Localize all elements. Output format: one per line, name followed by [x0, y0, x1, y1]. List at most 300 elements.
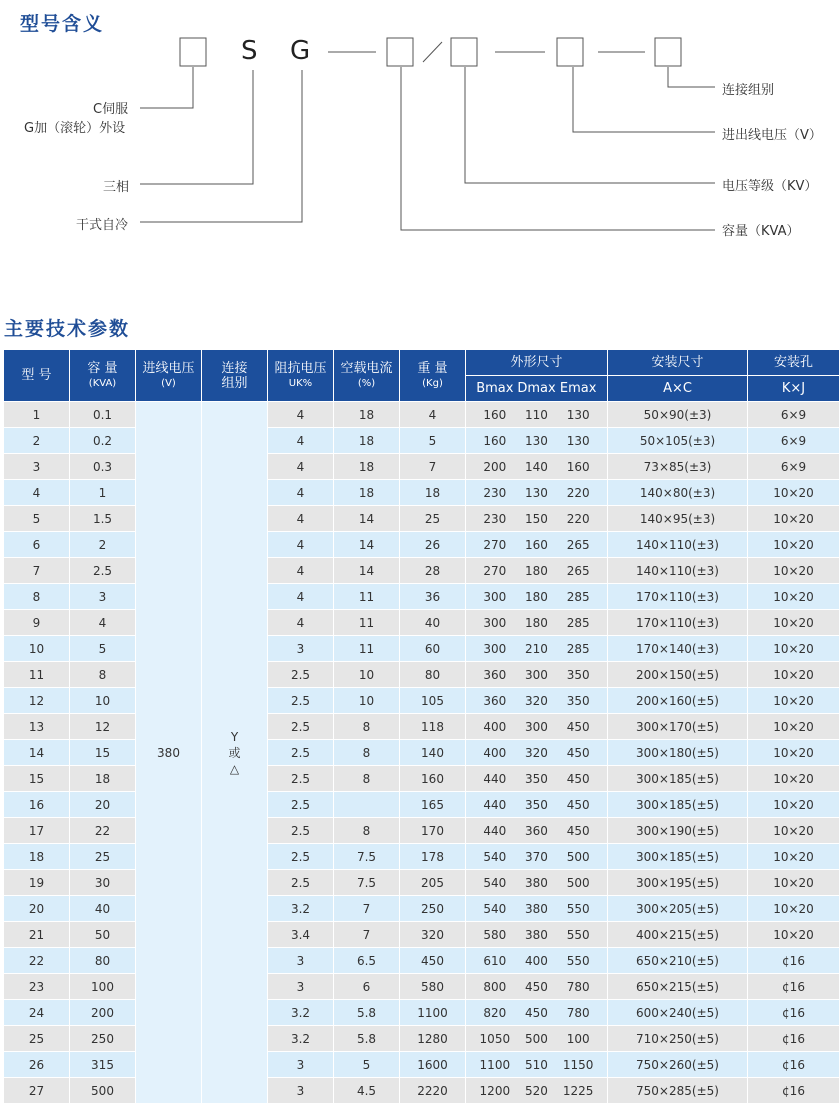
cell-emax: 450: [566, 745, 590, 760]
cell-bmax: 440: [483, 771, 507, 786]
cell-impedance: 3: [268, 974, 334, 1000]
cell-noload: [334, 792, 400, 818]
cell-install-hole: ¢16: [748, 1052, 840, 1078]
cell-model: 17: [4, 818, 70, 844]
cell-dmax: 210: [525, 641, 548, 656]
table-row: [4, 766, 840, 792]
cell-impedance: 4: [268, 610, 334, 636]
th-noload: 空载电流 (%): [334, 350, 400, 402]
cell-impedance: 2.5: [268, 818, 334, 844]
cell-capacity: 40: [70, 896, 136, 922]
cell-weight: 5: [400, 428, 466, 454]
cell-outline-dims: [466, 428, 608, 454]
cell-impedance: 3: [268, 1052, 334, 1078]
cell-outline-dims: [466, 1078, 608, 1104]
cell-bmax: 800: [483, 979, 507, 994]
cell-noload: 8: [334, 818, 400, 844]
cell-install-hole: 10×20: [748, 792, 840, 818]
cell-weight: 28: [400, 558, 466, 584]
table-row: [4, 428, 840, 454]
cell-bmax: 1200: [479, 1083, 511, 1098]
cell-impedance: 2.5: [268, 870, 334, 896]
cell-install-size: 300×185(±5): [608, 792, 748, 818]
label-g-roller: G加（滚轮）外设: [24, 121, 126, 136]
cell-install-size: 50×105(±3): [608, 428, 748, 454]
cell-capacity: 2.5: [70, 558, 136, 584]
cell-impedance: 2.5: [268, 662, 334, 688]
table-row: [4, 818, 840, 844]
cell-impedance: 4: [268, 584, 334, 610]
cell-model: 9: [4, 610, 70, 636]
cell-model: 1: [4, 402, 70, 428]
cell-model: 25: [4, 1026, 70, 1052]
cell-install-size: 400×215(±5): [608, 922, 748, 948]
cell-bmax: 540: [483, 875, 507, 890]
connection-symbol-3: △: [229, 761, 240, 776]
cell-dmax: 510: [525, 1057, 548, 1072]
cell-outline-dims: [466, 532, 608, 558]
cell-weight: 2220: [400, 1078, 466, 1104]
label-three-phase: 三相: [103, 180, 130, 195]
cell-install-hole: 10×20: [748, 688, 840, 714]
cell-weight: 450: [400, 948, 466, 974]
cell-emax: 220: [566, 511, 590, 526]
code-letter-s: S: [241, 36, 258, 66]
cell-impedance: 3.2: [268, 1000, 334, 1026]
table-row: [4, 662, 840, 688]
cell-dmax: 400: [525, 953, 548, 968]
cell-dmax: 500: [525, 1031, 548, 1046]
cell-capacity: 5: [70, 636, 136, 662]
cell-impedance: 3.4: [268, 922, 334, 948]
cell-install-hole: 10×20: [748, 896, 840, 922]
cell-outline-dims: [466, 558, 608, 584]
cell-install-size: 750×260(±5): [608, 1052, 748, 1078]
cell-model: 4: [4, 480, 70, 506]
th-model: 型 号: [4, 350, 70, 402]
cell-impedance: 3.2: [268, 1026, 334, 1052]
cell-noload: 6: [334, 974, 400, 1000]
cell-outline-dims: [466, 896, 608, 922]
cell-dmax: 180: [525, 615, 548, 630]
cell-weight: 580: [400, 974, 466, 1000]
cell-emax: 220: [566, 485, 590, 500]
cell-outline-dims: [466, 740, 608, 766]
cell-emax: 285: [566, 589, 590, 604]
cell-install-hole: ¢16: [748, 1000, 840, 1026]
cell-emax: 265: [566, 563, 590, 578]
cell-noload: 14: [334, 506, 400, 532]
cell-capacity: 8: [70, 662, 136, 688]
cell-model: 21: [4, 922, 70, 948]
table-row: [4, 402, 840, 428]
table-row: [4, 974, 840, 1000]
cell-outline-dims: [466, 1052, 608, 1078]
cell-outline-dims: [466, 792, 608, 818]
cell-noload: 5: [334, 1052, 400, 1078]
cell-outline-dims: [466, 766, 608, 792]
cell-bmax: 440: [483, 797, 507, 812]
cell-weight: 1100: [400, 1000, 466, 1026]
cell-bmax: 400: [483, 745, 507, 760]
cell-weight: 18: [400, 480, 466, 506]
cell-outline-dims: [466, 402, 608, 428]
cell-install-hole: 10×20: [748, 818, 840, 844]
cell-model: 24: [4, 1000, 70, 1026]
cell-capacity: 2: [70, 532, 136, 558]
cell-impedance: 4: [268, 480, 334, 506]
slash: [423, 42, 442, 62]
th-weight: 重 量 (Kg): [400, 350, 466, 402]
cell-model: 23: [4, 974, 70, 1000]
cell-bmax: 300: [483, 615, 507, 630]
label-io-voltage: 进出线电压（V）: [722, 128, 822, 143]
cell-noload: 11: [334, 584, 400, 610]
cell-impedance: 3.2: [268, 896, 334, 922]
cell-weight: 36: [400, 584, 466, 610]
cell-bmax: 270: [483, 563, 507, 578]
cell-dmax: 380: [525, 901, 548, 916]
cell-capacity: 100: [70, 974, 136, 1000]
cell-weight: 118: [400, 714, 466, 740]
cell-model: 3: [4, 454, 70, 480]
cell-impedance: 2.5: [268, 766, 334, 792]
th-impedance: 阻抗电压 UK%: [268, 350, 334, 402]
th-install-size: 安装尺寸: [608, 350, 748, 376]
cell-emax: 450: [566, 771, 590, 786]
table-row: [4, 870, 840, 896]
cell-model: 14: [4, 740, 70, 766]
table-row: [4, 1052, 840, 1078]
table-row: [4, 688, 840, 714]
cell-capacity: 200: [70, 1000, 136, 1026]
cell-noload: 7.5: [334, 870, 400, 896]
cell-weight: 60: [400, 636, 466, 662]
cell-dmax: 450: [525, 979, 548, 994]
model-code-diagram: [0, 0, 840, 300]
th-capacity: 容 量 (KVA): [70, 350, 136, 402]
cell-noload: 10: [334, 662, 400, 688]
cell-outline-dims: [466, 714, 608, 740]
table-row: [4, 844, 840, 870]
cell-bmax: 200: [483, 459, 507, 474]
cell-install-hole: 10×20: [748, 532, 840, 558]
cell-dmax: 110: [525, 407, 548, 422]
cell-capacity: 15: [70, 740, 136, 766]
cell-outline-dims: [466, 1000, 608, 1026]
table-row: [4, 506, 840, 532]
cell-model: 12: [4, 688, 70, 714]
cell-install-size: 300×195(±5): [608, 870, 748, 896]
cell-noload: 10: [334, 688, 400, 714]
label-c-servo: C伺服: [93, 102, 129, 117]
cell-emax: 265: [566, 537, 590, 552]
th-install-hole: 安装孔: [748, 350, 840, 376]
cell-install-hole: 10×20: [748, 922, 840, 948]
code-box-1: [180, 38, 206, 66]
cell-dmax: 380: [525, 875, 548, 890]
cell-impedance: 4: [268, 558, 334, 584]
cell-emax: 550: [566, 901, 590, 916]
cell-outline-dims: [466, 1026, 608, 1052]
cell-outline-dims: [466, 454, 608, 480]
cell-bmax: 580: [483, 927, 507, 942]
label-dry-self-cool: 干式自冷: [76, 218, 129, 233]
cell-install-size: 50×90(±3): [608, 402, 748, 428]
label-connection-group: 连接组别: [722, 83, 775, 98]
cell-bmax: 1050: [479, 1031, 511, 1046]
cell-weight: 105: [400, 688, 466, 714]
cell-bmax: 360: [483, 667, 507, 682]
cell-weight: 1600: [400, 1052, 466, 1078]
leader-dry: [140, 70, 302, 222]
cell-impedance: 2.5: [268, 740, 334, 766]
cell-install-hole: 10×20: [748, 714, 840, 740]
table-row: [4, 610, 840, 636]
code-box-2: [387, 38, 413, 66]
cell-capacity: 12: [70, 714, 136, 740]
cell-impedance: 3: [268, 1078, 334, 1104]
cell-noload: 7: [334, 922, 400, 948]
cell-bmax: 820: [483, 1005, 507, 1020]
cell-impedance: 4: [268, 506, 334, 532]
cell-emax: 100: [566, 1031, 590, 1046]
table-row: [4, 1000, 840, 1026]
cell-impedance: 4: [268, 402, 334, 428]
cell-weight: 1280: [400, 1026, 466, 1052]
code-box-3: [451, 38, 477, 66]
cell-model: 5: [4, 506, 70, 532]
cell-install-size: 140×80(±3): [608, 480, 748, 506]
cell-dmax: 150: [525, 511, 548, 526]
cell-emax: 130: [566, 433, 590, 448]
cell-dmax: 450: [525, 1005, 548, 1020]
code-letter-g: G: [290, 36, 311, 66]
cell-noload: 8: [334, 714, 400, 740]
cell-model: 13: [4, 714, 70, 740]
cell-emax: 500: [566, 875, 590, 890]
cell-install-size: 73×85(±3): [608, 454, 748, 480]
cell-emax: 160: [566, 459, 590, 474]
connection-symbol-1: Y: [230, 729, 239, 744]
table-row: [4, 558, 840, 584]
cell-weight: 170: [400, 818, 466, 844]
cell-dmax: 130: [525, 485, 548, 500]
cell-emax: 550: [566, 953, 590, 968]
cell-bmax: 160: [483, 433, 507, 448]
cell-bmax: 300: [483, 589, 507, 604]
code-box-4: [557, 38, 583, 66]
table-row: [4, 1026, 840, 1052]
cell-outline-dims: [466, 610, 608, 636]
cell-noload: 14: [334, 558, 400, 584]
cell-impedance: 2.5: [268, 792, 334, 818]
cell-install-hole: 10×20: [748, 636, 840, 662]
cell-dmax: 300: [525, 719, 548, 734]
table-row: [4, 454, 840, 480]
cell-weight: 160: [400, 766, 466, 792]
cell-outline-dims: [466, 688, 608, 714]
cell-model: 2: [4, 428, 70, 454]
cell-weight: 205: [400, 870, 466, 896]
cell-dmax: 370: [525, 849, 548, 864]
table-row: [4, 896, 840, 922]
cell-install-size: 600×240(±5): [608, 1000, 748, 1026]
cell-dmax: 180: [525, 589, 548, 604]
cell-outline-dims: [466, 844, 608, 870]
cell-install-size: 140×110(±3): [608, 532, 748, 558]
cell-model: 6: [4, 532, 70, 558]
cell-install-hole: 6×9: [748, 454, 840, 480]
cell-model: 27: [4, 1078, 70, 1104]
cell-noload: 18: [334, 402, 400, 428]
table-row: [4, 584, 840, 610]
cell-capacity: 3: [70, 584, 136, 610]
cell-impedance: 4: [268, 454, 334, 480]
label-capacity: 容量（KVA）: [722, 224, 800, 239]
cell-emax: 350: [566, 693, 590, 708]
cell-capacity: 1: [70, 480, 136, 506]
cell-dmax: 320: [525, 693, 548, 708]
cell-model: 22: [4, 948, 70, 974]
cell-model: 26: [4, 1052, 70, 1078]
cell-model: 15: [4, 766, 70, 792]
cell-noload: 14: [334, 532, 400, 558]
cell-install-hole: 10×20: [748, 766, 840, 792]
cell-dmax: 520: [525, 1083, 548, 1098]
cell-dmax: 300: [525, 667, 548, 682]
cell-capacity: 0.3: [70, 454, 136, 480]
cell-impedance: 4: [268, 532, 334, 558]
cell-model: 18: [4, 844, 70, 870]
cell-install-size: 200×150(±5): [608, 662, 748, 688]
cell-noload: 8: [334, 766, 400, 792]
th-outline: 外形尺寸: [466, 350, 608, 376]
cell-bmax: 540: [483, 901, 507, 916]
cell-install-size: 300×205(±5): [608, 896, 748, 922]
cell-bmax: 610: [483, 953, 507, 968]
cell-install-size: 650×215(±5): [608, 974, 748, 1000]
th-install-size-sub: A×C: [608, 376, 748, 402]
cell-model: 11: [4, 662, 70, 688]
cell-weight: 165: [400, 792, 466, 818]
cell-outline-dims: [466, 662, 608, 688]
cell-capacity: 25: [70, 844, 136, 870]
cell-outline-dims: [466, 818, 608, 844]
cell-emax: 1150: [562, 1057, 594, 1072]
cell-install-size: 140×95(±3): [608, 506, 748, 532]
table-row: [4, 636, 840, 662]
th-in-voltage: 进线电压 (V): [136, 350, 202, 402]
cell-capacity: 1.5: [70, 506, 136, 532]
cell-noload: 18: [334, 428, 400, 454]
cell-install-hole: 10×20: [748, 740, 840, 766]
cell-dmax: 320: [525, 745, 548, 760]
cell-noload: 6.5: [334, 948, 400, 974]
cell-weight: 25: [400, 506, 466, 532]
label-voltage-grade: 电压等级（KV）: [722, 179, 818, 194]
cell-weight: 250: [400, 896, 466, 922]
cell-install-hole: 10×20: [748, 662, 840, 688]
cell-emax: 1225: [562, 1083, 594, 1098]
table-row: [4, 532, 840, 558]
spec-table-body: [4, 402, 840, 1104]
cell-bmax: 1100: [479, 1057, 511, 1072]
leader-servo: [140, 67, 193, 108]
cell-model: 7: [4, 558, 70, 584]
cell-impedance: 2.5: [268, 714, 334, 740]
cell-emax: 285: [566, 641, 590, 656]
cell-install-hole: 10×20: [748, 844, 840, 870]
leader-connection: [668, 67, 715, 87]
cell-weight: 7: [400, 454, 466, 480]
cell-dmax: 380: [525, 927, 548, 942]
cell-outline-dims: [466, 506, 608, 532]
cell-dmax: 350: [525, 771, 548, 786]
cell-emax: 500: [566, 849, 590, 864]
cell-capacity: 0.2: [70, 428, 136, 454]
leader-voltage-grade: [465, 67, 715, 183]
cell-noload: 7: [334, 896, 400, 922]
cell-install-size: 300×170(±5): [608, 714, 748, 740]
cell-dmax: 180: [525, 563, 548, 578]
cell-install-size: 300×185(±5): [608, 844, 748, 870]
cell-noload: 5.8: [334, 1000, 400, 1026]
cell-install-hole: 10×20: [748, 558, 840, 584]
cell-install-size: 170×140(±3): [608, 636, 748, 662]
cell-capacity: 30: [70, 870, 136, 896]
cell-bmax: 270: [483, 537, 507, 552]
table-row: [4, 922, 840, 948]
table-row: [4, 740, 840, 766]
section-title-tech-params: 主要技术参数: [4, 318, 131, 340]
cell-install-size: 170×110(±3): [608, 610, 748, 636]
cell-model: 20: [4, 896, 70, 922]
cell-install-hole: ¢16: [748, 948, 840, 974]
cell-install-hole: 10×20: [748, 610, 840, 636]
cell-weight: 320: [400, 922, 466, 948]
section-title-model-meaning: 型号含义: [20, 13, 105, 35]
cell-noload: 4.5: [334, 1078, 400, 1104]
cell-weight: 140: [400, 740, 466, 766]
cell-emax: 550: [566, 927, 590, 942]
cell-capacity: 18: [70, 766, 136, 792]
cell-outline-dims: [466, 948, 608, 974]
cell-install-hole: 10×20: [748, 870, 840, 896]
table-row: [4, 792, 840, 818]
cell-bmax: 540: [483, 849, 507, 864]
spec-table: [3, 349, 840, 1104]
cell-install-size: 140×110(±3): [608, 558, 748, 584]
cell-dmax: 350: [525, 797, 548, 812]
leader-io-voltage: [573, 67, 715, 132]
cell-bmax: 440: [483, 823, 507, 838]
th-install-hole-sub: K×J: [748, 376, 840, 402]
cell-bmax: 160: [483, 407, 507, 422]
cell-emax: 780: [566, 1005, 590, 1020]
cell-dmax: 160: [525, 537, 548, 552]
cell-capacity: 50: [70, 922, 136, 948]
cell-capacity: 315: [70, 1052, 136, 1078]
cell-install-hole: ¢16: [748, 1078, 840, 1104]
cell-outline-dims: [466, 636, 608, 662]
cell-bmax: 300: [483, 641, 507, 656]
cell-in-voltage-merged: [136, 402, 202, 1104]
cell-weight: 40: [400, 610, 466, 636]
cell-model: 10: [4, 636, 70, 662]
cell-capacity: 250: [70, 1026, 136, 1052]
cell-capacity: 20: [70, 792, 136, 818]
